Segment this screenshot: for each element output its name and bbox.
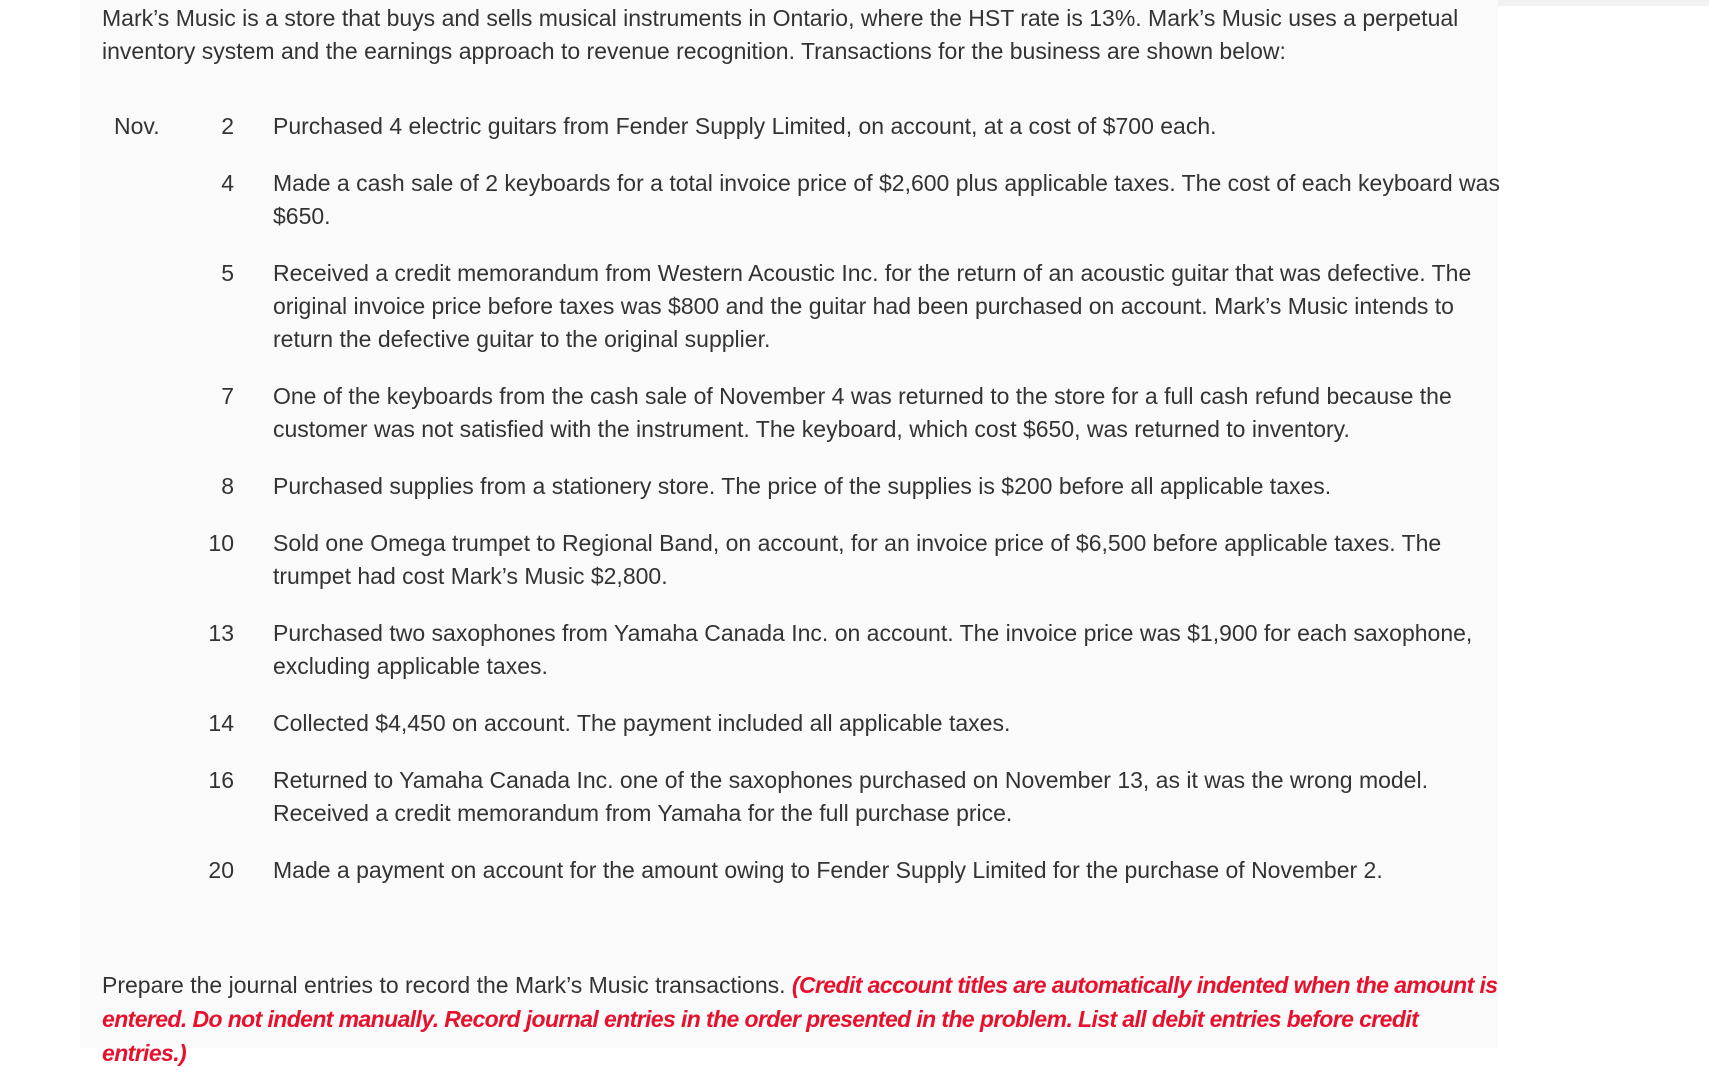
- description-cell: Returned to Yamaha Canada Inc. one of the saxophones purchased on November 13, as it was the wrong model. Received a credit memorandum from Yamaha for the full purchase price.: [273, 767, 1428, 826]
- instructions-lead: Prepare the journal entries to record the Mark’s Music transactions.: [102, 972, 792, 998]
- description-cell: Purchased 4 electric guitars from Fender Supply Limited, on account, at a cost of $700 each.: [273, 113, 1217, 139]
- day-cell: 5: [221, 260, 234, 286]
- description-cell: One of the keyboards from the cash sale of November 4 was returned to the store for a full cash refund because the customer was not satisfied with the instrument. The keyboard, which cost $650, was returned to inventory.: [273, 383, 1452, 442]
- description-cell: Made a cash sale of 2 keyboards for a total invoice price of $2,600 plus applicable taxes. The cost of each keyboard was $650.: [273, 170, 1500, 229]
- table-row: [102, 617, 1503, 707]
- top-bar: [1498, 0, 1709, 6]
- month-label: Nov.: [114, 113, 160, 139]
- table-row: [102, 470, 1503, 527]
- day-cell: 16: [208, 767, 234, 793]
- day-cell: 2: [221, 113, 234, 139]
- problem-intro: Mark’s Music is a store that buys and sells musical instruments in Ontario, where the HST rate is 13%. Mark’s Music uses a perpetual inventory system and the earnings approach to revenue recognition. Transactions for the business are shown below:: [102, 5, 1459, 64]
- day-cell: 14: [208, 710, 234, 736]
- day-cell: 4: [221, 170, 234, 196]
- instructions: [102, 968, 1502, 1070]
- description-cell: Sold one Omega trumpet to Regional Band, on account, for an invoice price of $6,500 before applicable taxes. The trumpet had cost Mark’s Music $2,800.: [273, 530, 1442, 589]
- table-row: [102, 380, 1503, 470]
- day-cell: 7: [221, 383, 234, 409]
- day-cell: 20: [208, 857, 234, 883]
- description-cell: Received a credit memorandum from Western Acoustic Inc. for the return of an acoustic guitar that was defective. The original invoice price before taxes was $800 and the guitar had been purchased on account. Mark’s Music intends to return the defective guitar to the original supplier.: [273, 260, 1472, 352]
- table-row: [102, 527, 1503, 617]
- day-cell: 13: [208, 620, 234, 646]
- table-row: [102, 167, 1503, 257]
- transactions-table: [102, 110, 1503, 911]
- description-cell: Purchased supplies from a stationery store. The price of the supplies is $200 before all applicable taxes.: [273, 473, 1332, 499]
- table-row: [102, 110, 1503, 167]
- description-cell: Made a payment on account for the amount owing to Fender Supply Limited for the purchase of November 2.: [273, 857, 1383, 883]
- table-row: [102, 854, 1503, 911]
- day-cell: 8: [221, 473, 234, 499]
- description-cell: Purchased two saxophones from Yamaha Canada Inc. on account. The invoice price was $1,900 for each saxophone, excluding applicable taxes.: [273, 620, 1473, 679]
- table-row: [102, 764, 1503, 854]
- day-cell: 10: [208, 530, 234, 556]
- description-cell: Collected $4,450 on account. The payment included all applicable taxes.: [273, 710, 1011, 736]
- table-row: [102, 257, 1503, 380]
- table-row: [102, 707, 1503, 764]
- instructions-note: (Credit account titles are automatically indented when the amount is entered. Do not indent manually. Record journal entries in the order presented in the problem. List all debit entries before credit entries.): [102, 972, 1498, 1066]
